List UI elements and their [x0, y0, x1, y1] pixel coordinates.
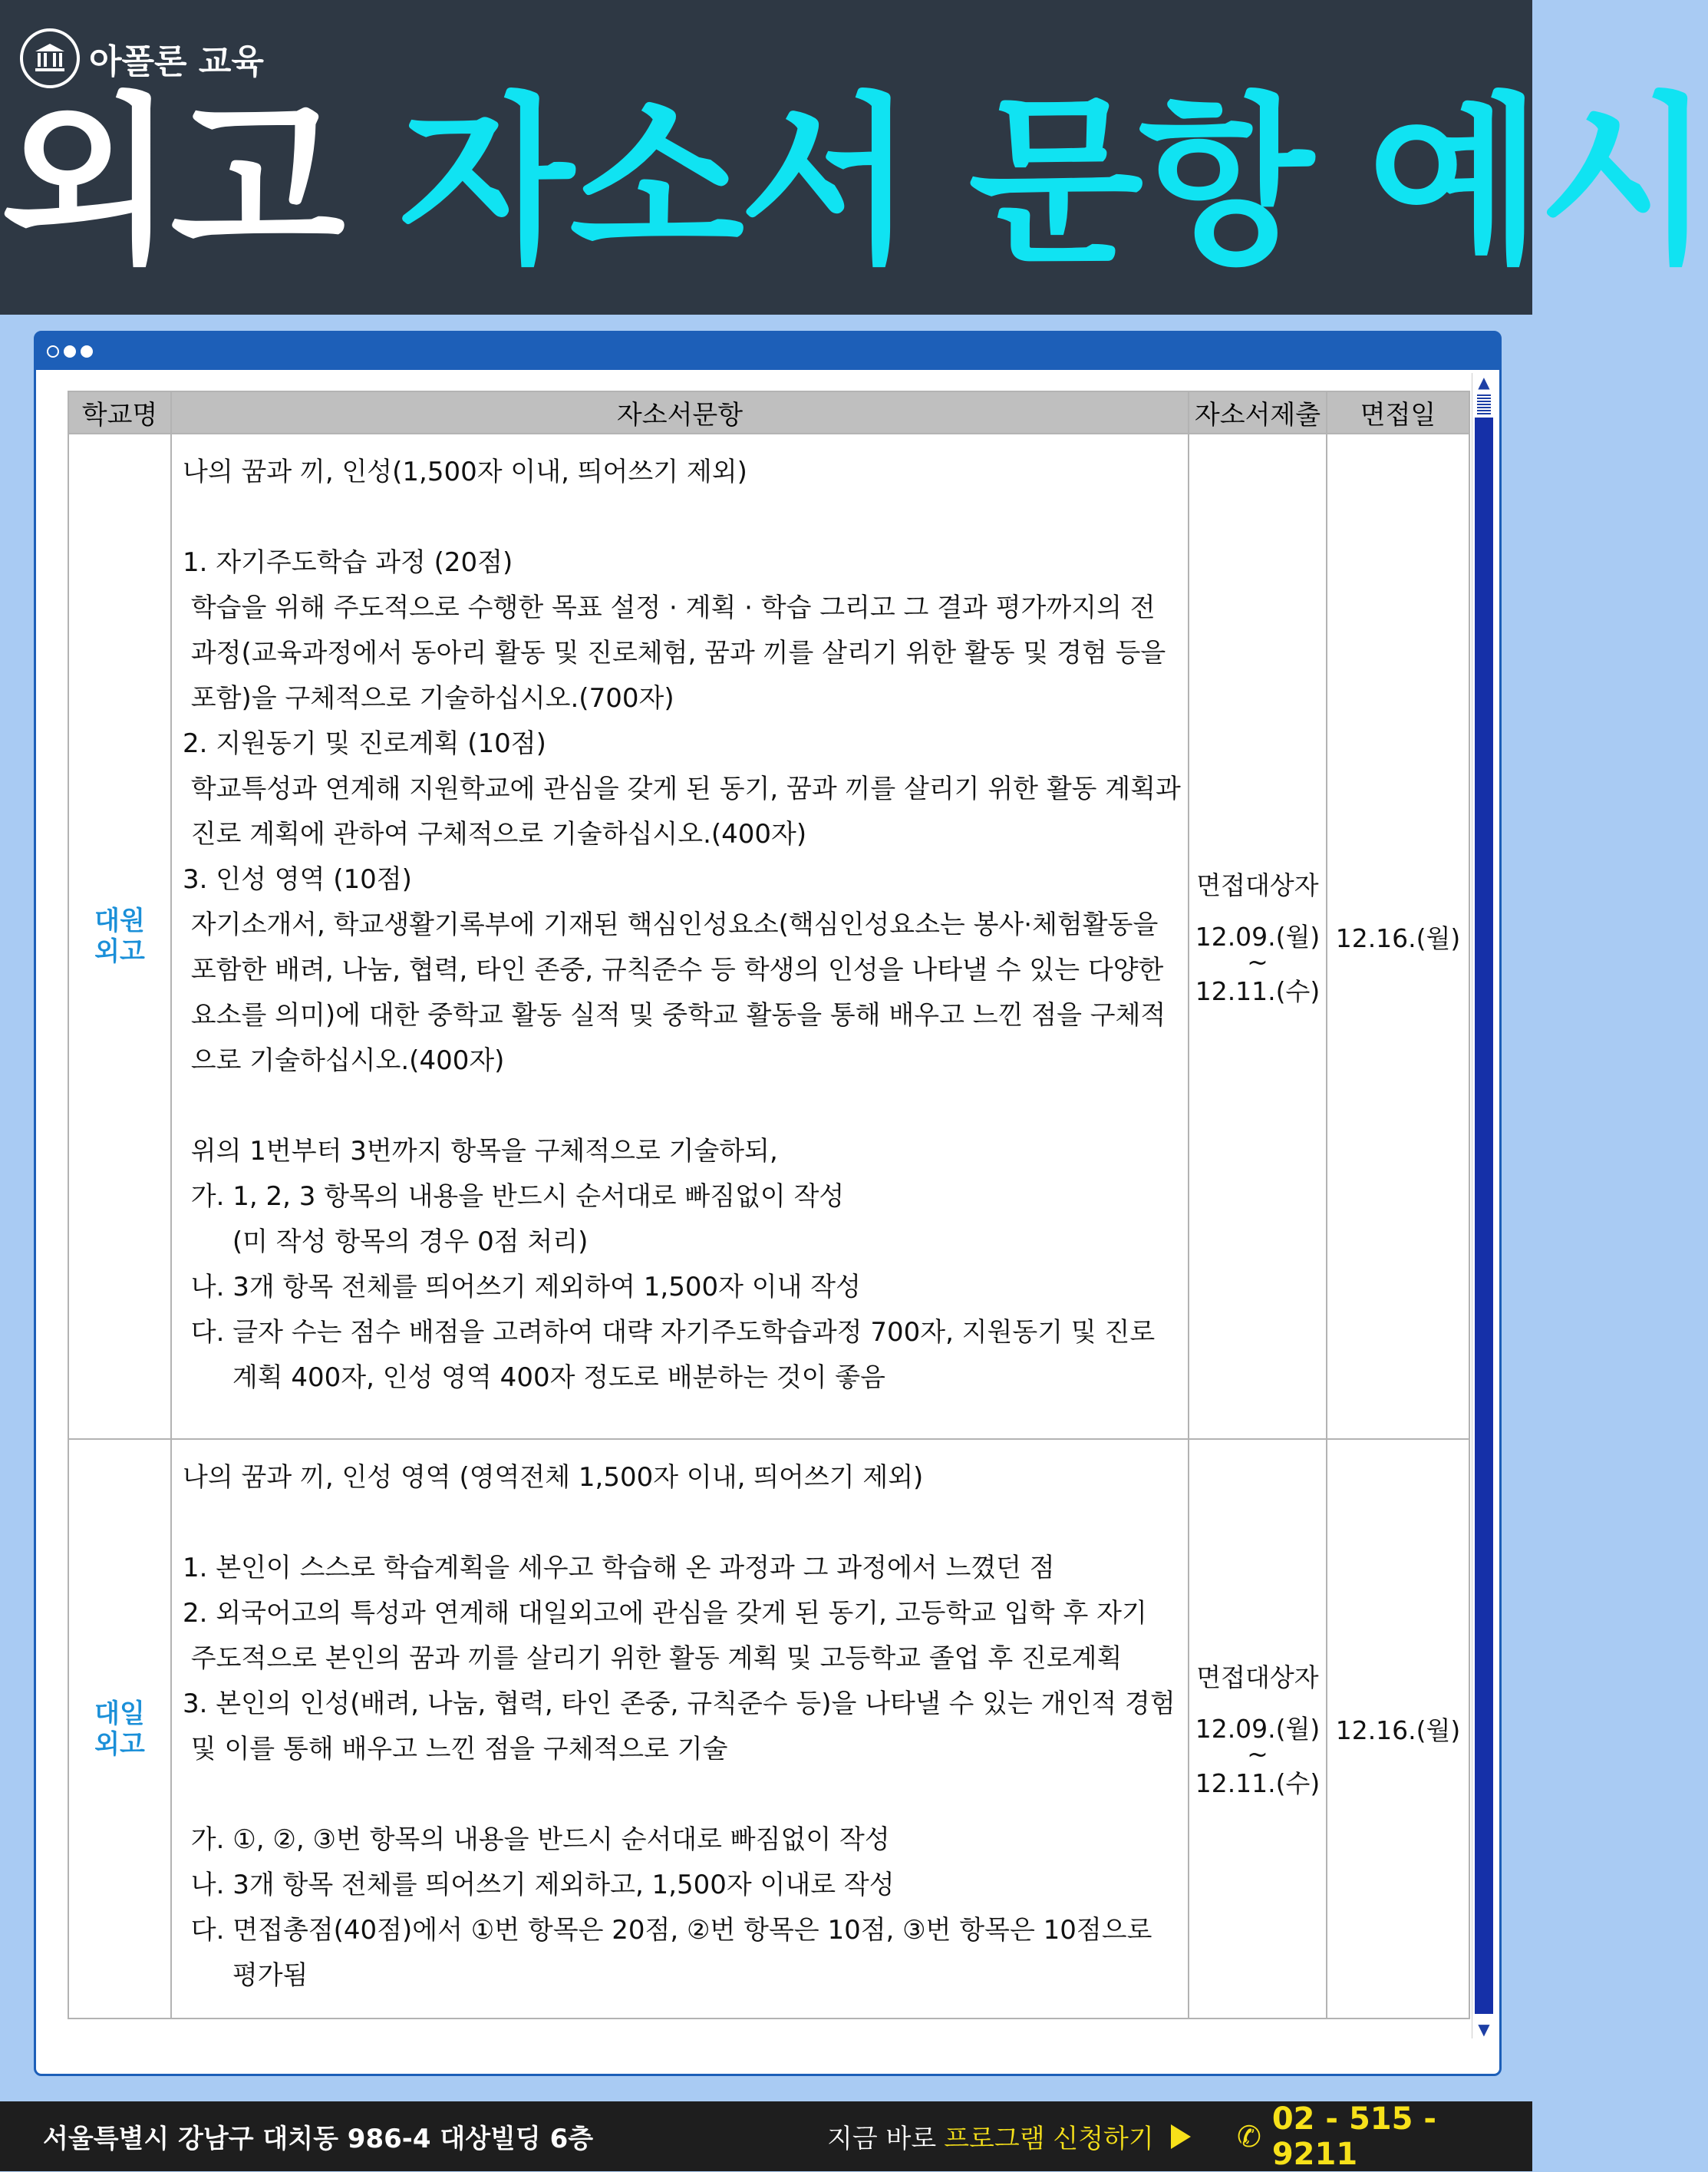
phone-number-link[interactable] — [1237, 2101, 1532, 2172]
scroll-down-icon[interactable]: ▼ — [1478, 2020, 1490, 2038]
apply-program-link[interactable] — [827, 2118, 1191, 2155]
question-line: 가. ①, ②, ③번 항목의 내용을 반드시 순서대로 빠짐없이 작성 — [183, 1824, 890, 1855]
question-line: 포함한 배려, 나눔, 협력, 타인 존중, 규칙준수 등 학생의 인성을 나타낼 수 있는 다양한 — [183, 955, 1164, 985]
question-line: 나의 꿈과 끼, 인성 영역 (영역전체 1,500자 이내, 띄어쓰기 제외) — [183, 1462, 924, 1493]
header-school: 학교명 — [68, 391, 171, 434]
submission-period-cell — [1189, 434, 1327, 1439]
content-window — [34, 331, 1502, 2076]
question-line: 1. 자기주도학습 과정 (20점) — [183, 547, 513, 578]
table-header-row — [68, 391, 1469, 434]
footer-bar — [0, 2101, 1532, 2171]
question-line: 평가됨 — [183, 1960, 308, 1991]
question-line: 3. 인성 영역 (10점) — [183, 864, 412, 895]
question-line: 학교특성과 연계해 지원학교에 관심을 갖게 된 동기, 꿈과 끼를 살리기 위한 활동 계획과 — [183, 774, 1181, 804]
header-submission: 자소서제출 — [1189, 391, 1327, 434]
window-dot-icon[interactable] — [81, 345, 93, 358]
school-name-part: 대일 — [94, 1698, 145, 1729]
submission-range-separator: ~ — [1247, 946, 1268, 977]
scroll-grip-icon[interactable] — [1477, 394, 1491, 414]
question-line: 포함)을 구체적으로 기술하십시오.(700자) — [183, 683, 674, 714]
submission-target-label: 면접대상자 — [1196, 1662, 1319, 1692]
question-line: 으로 기술하십시오.(400자) — [183, 1045, 505, 1076]
submission-period-cell — [1189, 1439, 1327, 2019]
cta-highlight: 프로그램 신청하기 — [944, 2124, 1154, 2154]
question-line: (미 작성 항목의 경우 0점 처리) — [183, 1226, 589, 1257]
question-line: 자기소개서, 학교생활기록부에 기재된 핵심인성요소(핵심인성요소는 봉사·체험활동을 — [183, 909, 1159, 940]
question-line — [183, 1772, 1182, 1817]
question-line: 다. 글자 수는 점수 배점을 고려하여 대략 자기주도학습과정 700자, 지원동기 및 진로 — [183, 1317, 1156, 1348]
question-line: 과정(교육과정에서 동아리 활동 및 진로체험, 꿈과 끼를 살리기 위한 활동 및 경험 등을 — [183, 638, 1166, 668]
school-name-part: 외고 — [94, 1728, 145, 1760]
question-line: 주도적으로 본인의 꿈과 끼를 살리기 위한 활동 계획 및 고등학교 졸업 후 진로계획 — [183, 1643, 1123, 1674]
interview-date-cell: 12.16.(월) — [1327, 1439, 1469, 2019]
header-banner — [0, 0, 1708, 315]
interview-date-cell: 12.16.(월) — [1327, 434, 1469, 1439]
brand-name: 아폴론 교육 — [89, 42, 264, 81]
phone-icon: ✆ — [1237, 2119, 1261, 2154]
scrollbar[interactable] — [1472, 373, 1495, 2038]
question-line — [183, 1084, 1182, 1129]
question-line: 가. 1, 2, 3 항목의 내용을 반드시 순서대로 빠짐없이 작성 — [183, 1181, 845, 1212]
submission-end-date: 12.11.(수) — [1195, 1768, 1321, 1798]
question-line: 3. 본인의 인성(배려, 나눔, 협력, 타인 존중, 규칙준수 등)을 나타낼 수 있는 개인적 경험 — [183, 1688, 1175, 1719]
header-questions: 자소서문항 — [171, 391, 1189, 434]
school-name-part: 대원 — [94, 906, 145, 936]
question-line: 진로 계획에 관하여 구체적으로 기술하십시오.(400자) — [183, 819, 807, 850]
phone-number: 02 - 515 - 9211 — [1271, 2101, 1436, 2172]
essay-question-table — [68, 391, 1470, 2019]
question-text-cell — [171, 1439, 1189, 2019]
question-line: 요소를 의미)에 대한 중학교 활동 실적 및 중학교 활동을 통해 배우고 느낀 점을 구체적 — [183, 1000, 1166, 1031]
scroll-up-icon[interactable]: ▲ — [1478, 373, 1490, 391]
question-line: 1. 본인이 스스로 학습계획을 세우고 학습해 온 과정과 그 과정에서 느꼈던 점 — [183, 1553, 1055, 1583]
question-line: 나. 3개 항목 전체를 띄어쓰기 제외하여 1,500자 이내 작성 — [183, 1272, 861, 1302]
window-dot-icon[interactable] — [47, 345, 59, 358]
play-arrow-icon — [1171, 2124, 1191, 2149]
scroll-thumb[interactable] — [1475, 418, 1493, 2014]
submission-end-date: 12.11.(수) — [1195, 975, 1321, 1006]
school-name-cell — [68, 434, 171, 1439]
window-dot-icon[interactable] — [64, 345, 76, 358]
question-line — [183, 495, 1182, 540]
question-line: 나. 3개 항목 전체를 띄어쓰기 제외하고, 1,500자 이내로 작성 — [183, 1870, 895, 1900]
question-line: 나의 꿈과 끼, 인성(1,500자 이내, 띄어쓰기 제외) — [183, 457, 747, 487]
question-line: 2. 외국어고의 특성과 연계해 대일외고에 관심을 갖게 된 동기, 고등학교 입학 후 자기 — [183, 1598, 1147, 1629]
title-cyan-part: 자소서 문항 예시 — [399, 77, 1708, 288]
table-row — [68, 1439, 1469, 2019]
page-title — [0, 77, 1708, 288]
title-white-part: 외고 — [0, 77, 341, 288]
submission-start-date: 12.09.(월) — [1195, 921, 1321, 952]
question-line: 계획 400자, 인성 영역 400자 정도로 배분하는 것이 좋음 — [183, 1362, 885, 1393]
question-line: 학습을 위해 주도적으로 수행한 목표 설정 · 계획 · 학습 그리고 그 결과 평가까지의 전 — [183, 593, 1156, 623]
question-text-cell — [171, 434, 1189, 1439]
submission-range-separator: ~ — [1247, 1739, 1268, 1769]
submission-start-date: 12.09.(월) — [1195, 1714, 1321, 1744]
question-line: 및 이를 통해 배우고 느낀 점을 구체적으로 기술 — [183, 1734, 728, 1764]
question-line: 다. 면접총점(40점)에서 ①번 항목은 20점, ②번 항목은 10점, ③번 항목은 10점으로 — [183, 1915, 1152, 1946]
submission-target-label: 면접대상자 — [1196, 870, 1319, 900]
question-line — [183, 1500, 1182, 1546]
question-line: 위의 1번부터 3번까지 항목을 구체적으로 기술하되, — [183, 1136, 778, 1167]
question-line: 2. 지원동기 및 진로계획 (10점) — [183, 728, 546, 759]
school-name-part: 외고 — [94, 936, 145, 967]
school-name-cell — [68, 1439, 171, 2019]
table-row — [68, 434, 1469, 1439]
window-titlebar — [36, 333, 1499, 370]
header-interview: 면접일 — [1327, 391, 1469, 434]
footer-address: 서울특별시 강남구 대치동 986-4 대상빌딩 6층 — [43, 2124, 594, 2154]
cta-prefix: 지금 바로 — [827, 2124, 937, 2154]
